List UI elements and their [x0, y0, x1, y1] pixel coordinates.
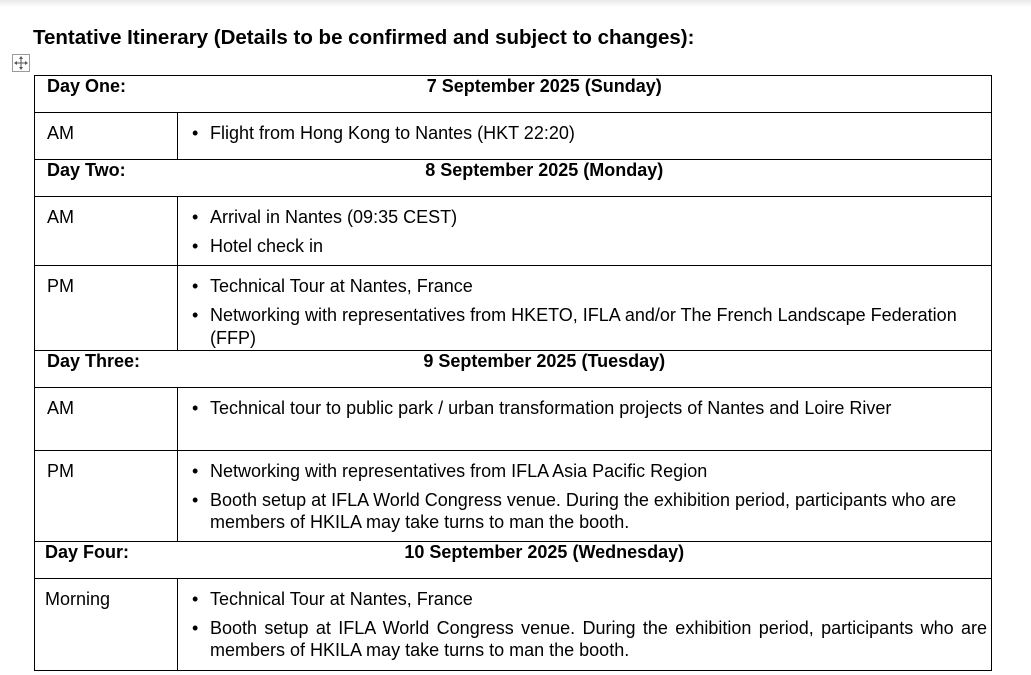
activity-text: Booth setup at IFLA World Congress venue. During the exhibition period, participants who are members of HKILA may take turns to man the booth. [210, 490, 957, 532]
time-slot-row [35, 579, 992, 671]
day-name: Day Four: [35, 542, 178, 579]
time-slot-label: AM [35, 113, 178, 160]
itinerary-table [34, 75, 992, 671]
time-slot-label: PM [35, 451, 178, 542]
activity-list [178, 579, 992, 671]
day-header-row [35, 351, 992, 388]
time-slot-label: Morning [35, 579, 178, 671]
time-slot-label: AM [35, 388, 178, 451]
activity-text: Flight from Hong Kong to Nantes (HKT 22:20) [210, 123, 575, 143]
activity-item [192, 617, 991, 661]
bullet-icon: • [192, 490, 199, 510]
activity-list [178, 451, 992, 542]
time-slot-row [35, 113, 992, 160]
activity-text: Technical tour to public park / urban transformation projects of Nantes and Loire River [210, 398, 892, 418]
activity-item [192, 275, 991, 297]
activity-text: Technical Tour at Nantes, France [210, 276, 473, 296]
activity-text: Networking with representatives from HKETO, IFLA and/or The French Landscape Federation (FFP) [210, 305, 957, 348]
bullet-icon: • [192, 236, 199, 256]
bullet-icon: • [192, 461, 199, 481]
time-slot-row [35, 197, 992, 266]
time-slot-label: AM [35, 197, 178, 266]
activity-item [192, 460, 991, 482]
day-header-row [35, 76, 992, 113]
bullet-icon: • [192, 589, 199, 609]
activity-item [192, 235, 991, 257]
day-date-text: 7 September 2025 (Sunday) [426, 76, 662, 96]
day-date-text: 10 September 2025 (Wednesday) [404, 542, 685, 562]
activity-text: Arrival in Nantes (09:35 CEST) [210, 207, 458, 227]
day-header-row [35, 160, 992, 197]
itinerary-body [35, 76, 992, 671]
activity-text: Hotel check in [210, 236, 324, 256]
day-header-row [35, 542, 992, 579]
window-top-edge [0, 0, 1031, 7]
activity-item [192, 122, 991, 144]
day-name: Day One: [35, 76, 178, 113]
activity-item [192, 304, 991, 350]
day-name: Day Two: [35, 160, 178, 197]
bullet-icon: • [192, 207, 199, 227]
day-date [178, 542, 992, 579]
bullet-icon: • [192, 398, 199, 418]
time-slot-label: PM [35, 266, 178, 351]
day-date-text: 9 September 2025 (Tuesday) [423, 351, 666, 371]
day-date [178, 76, 992, 113]
bullet-icon: • [192, 305, 199, 325]
activity-item [192, 206, 991, 228]
activity-item [192, 489, 991, 533]
activity-item [192, 588, 991, 610]
activity-text: Technical Tour at Nantes, France [210, 589, 473, 609]
day-date [178, 351, 992, 388]
activity-list [178, 266, 992, 351]
day-date-text: 8 September 2025 (Monday) [425, 160, 664, 180]
time-slot-row [35, 388, 992, 451]
itinerary-heading: Tentative Itinerary (Details to be confirmed and subject to changes): [33, 26, 695, 49]
bullet-icon: • [192, 123, 199, 143]
activity-list [178, 388, 992, 451]
activity-item [192, 397, 991, 419]
time-slot-row [35, 266, 992, 351]
table-move-handle-icon[interactable] [12, 54, 30, 72]
bullet-icon: • [192, 276, 199, 296]
activity-text: Booth setup at IFLA World Congress venue. During the exhibition period, participants who are members of HKILA may take turns to man the booth. [210, 618, 987, 660]
bullet-icon: • [192, 618, 199, 638]
time-slot-row [35, 451, 992, 542]
day-name: Day Three: [35, 351, 178, 388]
activity-list [178, 197, 992, 266]
day-date [178, 160, 992, 197]
activity-list [178, 113, 992, 160]
activity-text: Networking with representatives from IFLA Asia Pacific Region [210, 461, 708, 481]
